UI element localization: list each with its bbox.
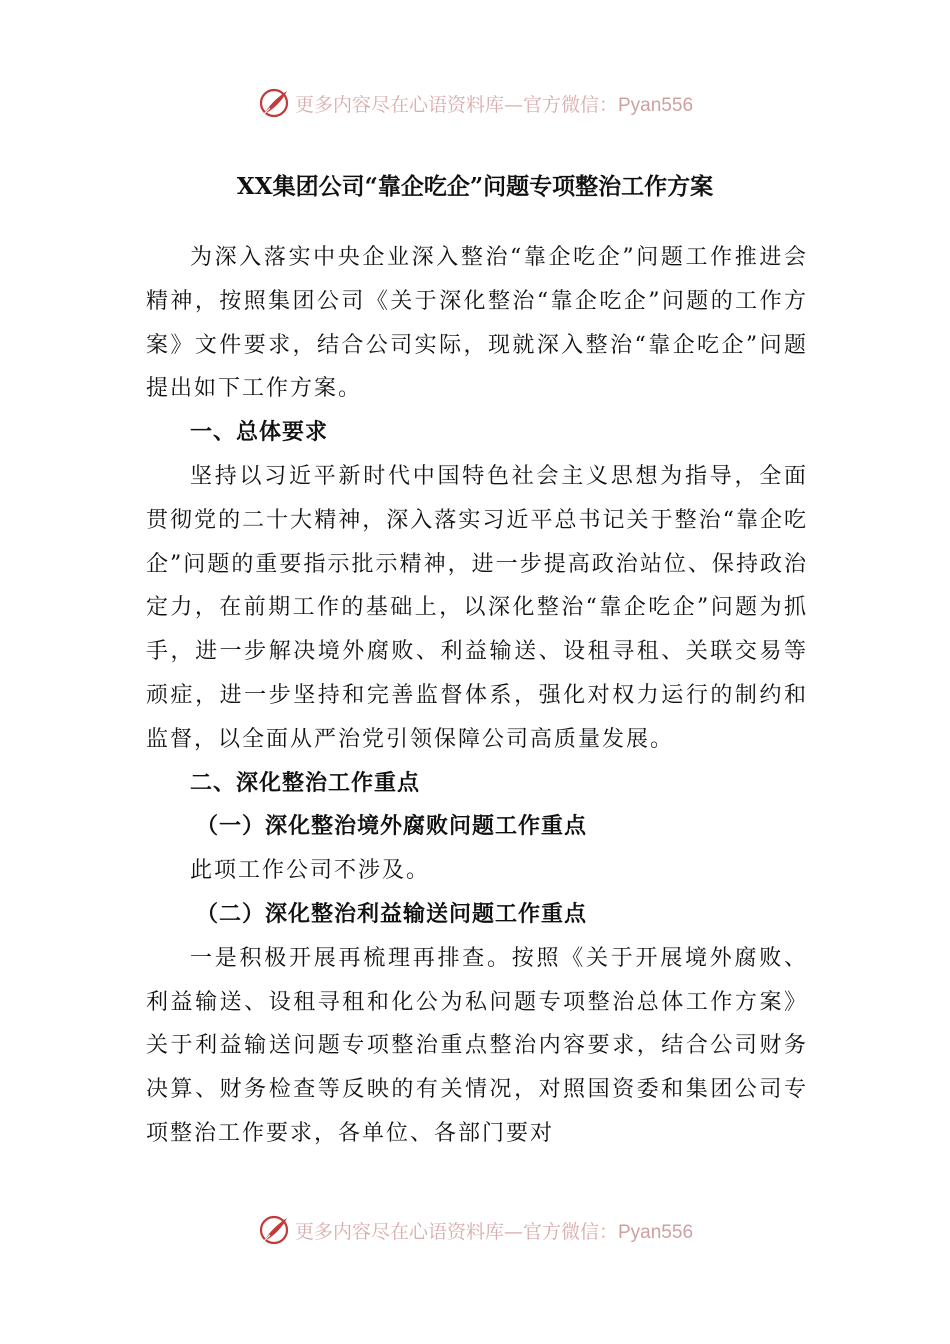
feather-pen-logo-icon [257,86,291,120]
subsection-2-paragraph: 一是积极开展再梳理再排查。按照《关于开展境外腐败、利益输送、设租寻租和化公为私问题专项整治总体工作方案》关于利益输送问题专项整治重点整治内容要求，结合公司财务决算、财务检查等反映的有关情况，对照国资委和集团公司专项整治工作要求，各单位、各部门要对 [146,945,808,1146]
document-body [146,236,808,1156]
intro-paragraph: 为深入落实中央企业深入整治“靠企吃企”问题工作推进会精神，按照集团公司《关于深化整治“靠企吃企”问题的工作方案》文件要求，结合公司实际，现就深入整治“靠企吃企”问题提出如下工作方案。 [146,245,808,402]
watermark-header [0,83,950,123]
watermark-text: 更多内容尽在心语资料库—官方微信：Pyan556 [294,1220,694,1243]
document-title: XX集团公司“靠企吃企”问题专项整治工作方案 [236,173,714,200]
section-heading-1: 一、总体要求 [190,419,329,446]
section-1-paragraph: 坚持以习近平新时代中国特色社会主义思想为指导，全面贯彻党的二十大精神，深入落实习近平总书记关于整治“靠企吃企”问题的重要指示批示精神，进一步提高政治站位、保持政治定力，在前期工作的基础上，以深化整治“靠企吃企”问题为抓手，进一步解决境外腐败、利益输送、设租寻租、关联交易等顽症，进一步坚持和完善监督体系，强化对权力运行的制约和监督，以全面从严治党引领保障公司高质量发展。 [146,463,808,752]
subsection-1-paragraph: 此项工作公司不涉及。 [190,858,431,884]
watermark-footer [0,1210,950,1250]
subsection-heading-2: （二）深化整治利益输送问题工作重点 [196,900,588,927]
watermark-text: 更多内容尽在心语资料库—官方微信：Pyan556 [294,93,694,116]
section-heading-2: 二、深化整治工作重点 [190,769,421,796]
feather-pen-logo-icon [257,1213,291,1247]
subsection-heading-1: （一）深化整治境外腐败问题工作重点 [196,813,588,840]
